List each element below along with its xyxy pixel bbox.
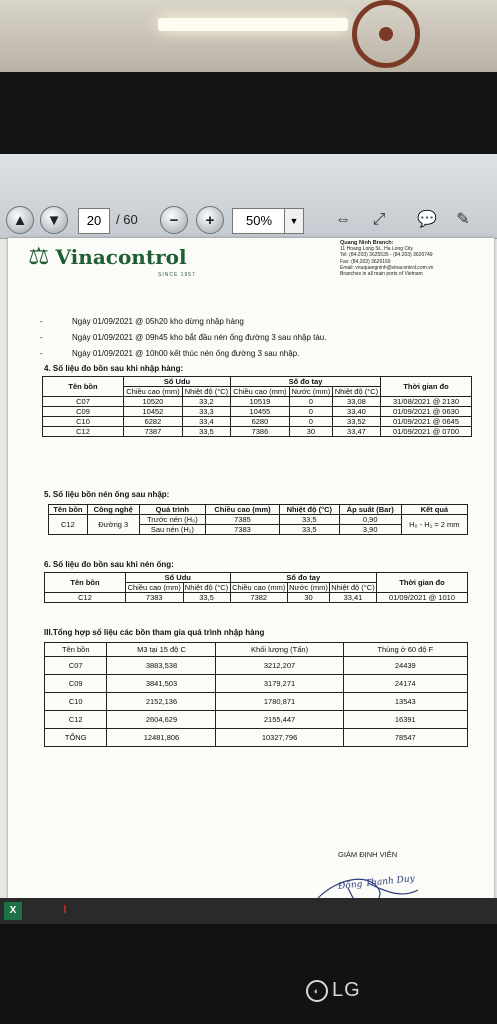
cell: 33,47: [332, 427, 380, 437]
cell: C12: [43, 427, 124, 437]
event-list: [46, 314, 326, 362]
cell: C07: [43, 397, 124, 407]
cell: 10327,796: [216, 729, 343, 747]
section6-table: [44, 572, 468, 603]
cell: 7383: [206, 525, 280, 535]
col-header: Nhiệt độ (°C): [182, 387, 230, 397]
cell: C10: [43, 417, 124, 427]
cell: 30: [289, 427, 332, 437]
monitor-brand-logo: [306, 979, 361, 1002]
cell: 16391: [343, 711, 467, 729]
monitor-bezel-top: [0, 72, 497, 154]
wall-decoration-wheel: [352, 0, 420, 68]
branch-line: Branches in all main ports of Vietnam: [340, 271, 423, 278]
cell: 24439: [343, 657, 467, 675]
cell: 31/08/2021 @ 2130: [381, 397, 472, 407]
zoom-level-input[interactable]: 50%: [232, 208, 286, 234]
event-item: - Ngày 01/09/2021 @ 10h00 kết thúc nén ống đường 3 sau nhập.: [46, 346, 326, 362]
cell: 33,41: [329, 593, 376, 603]
col-header: Kết quả: [401, 505, 467, 515]
cell: 3179,271: [216, 675, 343, 693]
table-row: [45, 657, 468, 675]
col-header: Chiều cao (mm): [230, 583, 288, 593]
section4-table: [42, 376, 472, 437]
page-total: / 60: [116, 212, 138, 227]
col-header: Thời gian đo: [381, 377, 472, 397]
company-logo: [28, 242, 187, 271]
cell: 12481,806: [107, 729, 216, 747]
cell: 01/09/2021 @ 0700: [381, 427, 472, 437]
cell: C07: [45, 657, 107, 675]
cell: 7387: [124, 427, 183, 437]
table-row: [45, 711, 468, 729]
background-wall: [0, 0, 497, 72]
col-header: Số Udu: [126, 573, 231, 583]
cell: C10: [45, 693, 107, 711]
cell: C12: [49, 515, 88, 535]
col-header: Tên bồn: [45, 573, 126, 593]
col-header: Số Udu: [124, 377, 231, 387]
col-header: Chiều cao (mm): [124, 387, 183, 397]
inspector-label: GIÁM ĐỊNH VIÊN: [338, 850, 398, 859]
cell: 2152,136: [107, 693, 216, 711]
cell: 30: [288, 593, 330, 603]
cell: 01/09/2021 @ 0645: [381, 417, 472, 427]
cell: C09: [45, 675, 107, 693]
page-number-input[interactable]: 20: [78, 208, 110, 234]
pdf-icon[interactable]: ⌇: [62, 905, 68, 916]
col-header: Nhiệt độ (°C): [184, 583, 229, 592]
summary-table: [44, 642, 468, 747]
cell: 33,5: [183, 593, 230, 603]
zoom-out-icon[interactable]: −: [160, 206, 188, 234]
cell: 10452: [124, 407, 183, 417]
cell: C09: [43, 407, 124, 417]
cell: Sau nén (H₁): [139, 525, 206, 535]
cell: C12: [45, 593, 126, 603]
cell: 7385: [206, 515, 280, 525]
col-header: Nước (mm): [289, 583, 328, 592]
cell: 6282: [124, 417, 183, 427]
col-header: Thùng ở 60 độ F: [343, 643, 467, 657]
col-header: Chiều cao (mm): [206, 505, 280, 515]
cell: 33,08: [332, 397, 380, 407]
cell: 33,52: [332, 417, 380, 427]
cell: 0: [289, 417, 332, 427]
branch-line: Fax: (84.203) 3626169: [340, 258, 391, 265]
page-up-icon[interactable]: ▲: [6, 206, 34, 234]
col-header: M3 tại 15 độ C: [107, 643, 216, 657]
cell: TỔNG: [45, 729, 107, 747]
cell: 2155,447: [216, 711, 343, 729]
branch-line: 11 Hoang Long St., Ha Long City: [340, 246, 414, 253]
col-header: Số đo tay: [230, 573, 377, 583]
col-header: Áp suất (Bar): [339, 505, 401, 515]
branch-title: Quang Ninh Branch:: [340, 240, 394, 246]
cell: Đường 3: [87, 515, 139, 535]
zoom-in-icon[interactable]: +: [196, 206, 224, 234]
monitor-bezel-bottom: [0, 924, 497, 1024]
pdf-toolbar: [0, 154, 497, 239]
table-row: [45, 693, 468, 711]
col-header: Nhiệt độ (°C): [332, 387, 380, 397]
cell: 0: [289, 407, 332, 417]
cell: 33,4: [182, 417, 230, 427]
table-row: [43, 427, 472, 437]
cell: 3,90: [339, 525, 401, 535]
branch-line: Tel: (84.203) 3625535 - (84.203) 3620749: [340, 252, 433, 259]
cell: H₀ - H₁ = 2 mm: [401, 515, 467, 535]
cell: 3883,538: [107, 657, 216, 675]
scales-icon: ⚖: [28, 243, 50, 270]
col-header: Tên bồn: [43, 377, 124, 397]
col-header: Tên bồn: [45, 643, 107, 657]
cell: 33,40: [332, 407, 380, 417]
branch-info: [340, 240, 490, 277]
table-row: [49, 515, 468, 525]
cell: 33,2: [182, 397, 230, 407]
brand-text: LG: [332, 979, 361, 1001]
cell: 33,5: [279, 525, 339, 535]
cell: 7386: [231, 427, 290, 437]
fit-width-icon[interactable]: ⇔: [335, 211, 351, 228]
table-row: [43, 407, 472, 417]
col-header: Công nghệ: [87, 505, 139, 515]
cell: 33,5: [279, 515, 339, 525]
pdf-page: [8, 238, 494, 922]
section5-table: [48, 504, 468, 535]
cell: 10519: [231, 397, 290, 407]
cell: 1780,871: [216, 693, 343, 711]
cell: 01/09/2021 @ 0630: [381, 407, 472, 417]
col-header: Khối lượng (Tấn): [216, 643, 343, 657]
zoom-dropdown-icon[interactable]: ▼: [284, 208, 304, 234]
monitor-screen: [0, 154, 497, 924]
section4-title: 4. Số liệu đo bồn sau khi nhập hàng:: [44, 364, 184, 373]
table-row: [45, 593, 468, 603]
cell: 3212,207: [216, 657, 343, 675]
excel-icon[interactable]: X: [4, 902, 22, 920]
section5-title: 5. Số liệu bồn nén ống sau nhập:: [44, 490, 170, 499]
cell: 13543: [343, 693, 467, 711]
cell: 0: [289, 397, 332, 407]
cell: 7382: [230, 593, 288, 603]
cell: 0,90: [339, 515, 401, 525]
logo-subtitle: SINCE 1957: [158, 272, 196, 278]
cell: 78547: [343, 729, 467, 747]
fit-page-icon[interactable]: ⤢: [372, 211, 386, 228]
logo-text: Vinacontrol: [55, 244, 187, 269]
col-header: Chiều cao (mm): [126, 583, 184, 593]
section6-title: 6. Số liệu đo bồn sau khi nén ống:: [44, 560, 174, 569]
ceiling-light: [158, 18, 348, 31]
col-header: Tên bồn: [49, 505, 88, 515]
table-row: [43, 397, 472, 407]
cell: C12: [45, 711, 107, 729]
cell: Trước nén (H₀): [139, 515, 206, 525]
page-down-icon[interactable]: ▼: [40, 206, 68, 234]
cell: 33,3: [182, 407, 230, 417]
table-row: [45, 729, 468, 747]
inspector-name: Đồng Thanh Duy: [337, 874, 416, 892]
col-header: Nhiệt độ (°C): [279, 505, 339, 515]
cell: 33,5: [182, 427, 230, 437]
table-row: [43, 417, 472, 427]
taskbar: [0, 898, 497, 924]
col-header: Thời gian đo: [377, 573, 468, 593]
cell: 3841,503: [107, 675, 216, 693]
cell: 7383: [126, 593, 184, 603]
event-item: - Ngày 01/09/2021 @ 05h20 kho dừng nhập hàng: [46, 314, 326, 330]
table-row: [45, 675, 468, 693]
cell: 24174: [343, 675, 467, 693]
cell: 01/09/2021 @ 1010: [377, 593, 468, 603]
cell: 2604,629: [107, 711, 216, 729]
cell: 10520: [124, 397, 183, 407]
col-header: Chiều cao (mm): [231, 387, 290, 397]
summary-title: III.Tổng hợp số liệu các bồn tham gia quá trình nhập hàng: [44, 628, 265, 637]
highlight-icon[interactable]: ✎: [456, 211, 470, 228]
col-header: Số đo tay: [231, 377, 381, 387]
event-item: - Ngày 01/09/2021 @ 09h45 kho bắt đầu nén ống đường 3 sau nhập tàu.: [46, 330, 326, 346]
cell: 6280: [231, 417, 290, 427]
comment-icon[interactable]: 💬: [417, 211, 437, 228]
branch-line: Email: vnuquangninh@vinacontrol.com.vn: [340, 264, 434, 271]
col-header: Quá trình: [139, 505, 206, 515]
cell: 10455: [231, 407, 290, 417]
col-header: Nhiệt độ (°C): [331, 583, 375, 592]
lg-logo-icon: ◐: [306, 980, 328, 1002]
col-header: Nước (mm): [289, 387, 332, 397]
